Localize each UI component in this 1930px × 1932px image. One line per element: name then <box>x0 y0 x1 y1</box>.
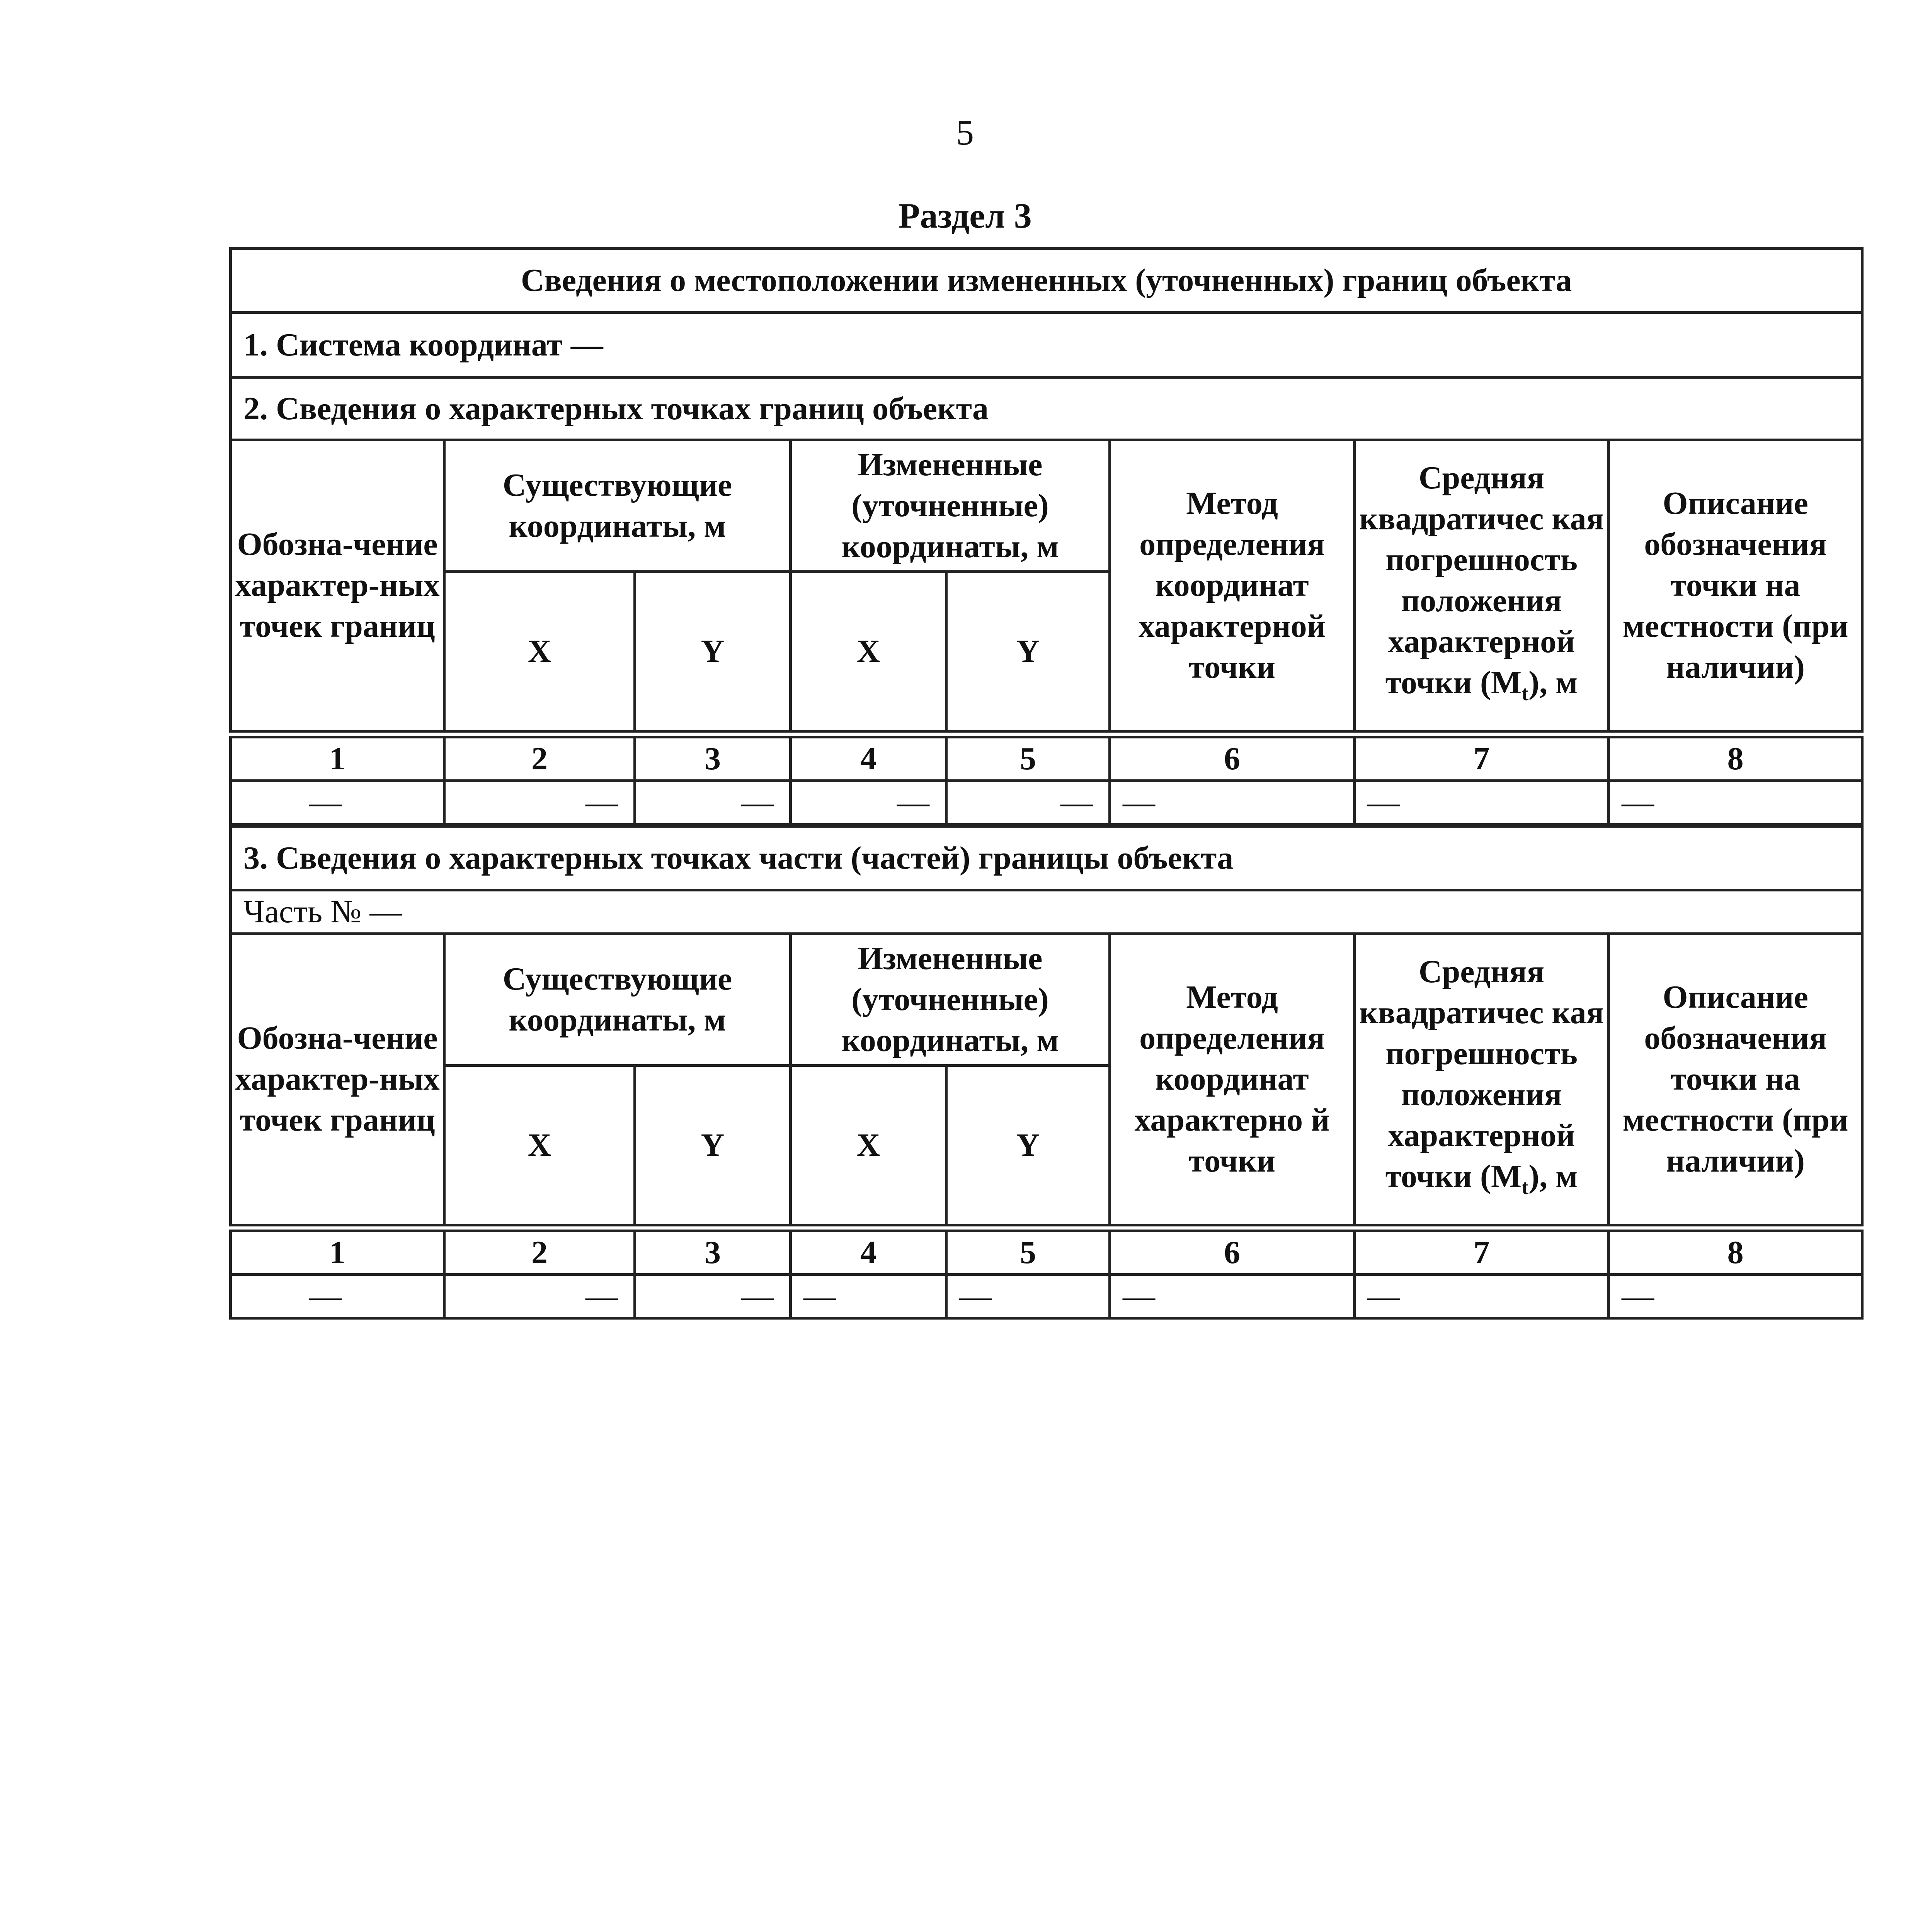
col-y-changed: Y <box>946 572 1110 734</box>
table-row <box>231 781 1862 824</box>
table1-title: Сведения о местоположении измененных (уточненных) границ объекта <box>231 249 1862 313</box>
table-cell: — <box>1110 781 1355 824</box>
col-error: Средняя квадратичес кая погрешность положения характерной точки $(M_t)$, м <box>1355 934 1609 1228</box>
col-changed-coords: Измененные (уточненные) координаты, м <box>791 934 1110 1066</box>
col-number: 4 <box>791 1228 946 1275</box>
table-cell: — <box>791 781 946 824</box>
col-x-changed: X <box>791 1066 946 1228</box>
col-x-existing: X <box>444 572 635 734</box>
table-cell: — <box>1609 1274 1862 1318</box>
table-cell: — <box>1609 781 1862 824</box>
col-y-changed: Y <box>946 1066 1110 1228</box>
col-description: Описание обозначения точки на местности (при наличии) <box>1609 440 1862 734</box>
table-cell: — <box>946 1274 1110 1318</box>
page-number: 5 <box>956 113 974 152</box>
col-number: 5 <box>946 734 1110 781</box>
table-cell: — <box>635 1274 791 1318</box>
col-y-existing: Y <box>635 572 791 734</box>
table-cell: — <box>444 781 635 824</box>
col-number: 8 <box>1609 734 1862 781</box>
col-number: 1 <box>231 734 444 781</box>
table-cell: — <box>1110 1274 1355 1318</box>
col-existing-coords: Существующие координаты, м <box>444 440 791 572</box>
col-number: 5 <box>946 1228 1110 1275</box>
col-point-designation: Обозна-чение характер-ных точек границ <box>231 934 444 1228</box>
col-number: 8 <box>1609 1228 1862 1275</box>
col-number: 4 <box>791 734 946 781</box>
col-y-existing: Y <box>635 1066 791 1228</box>
table-cell: — <box>231 781 444 824</box>
col-number: 3 <box>635 1228 791 1275</box>
table-cell: — <box>231 1274 444 1318</box>
table-cell: — <box>444 1274 635 1318</box>
col-number: 6 <box>1110 1228 1355 1275</box>
points-heading: 2. Сведения о характерных точках границ объекта <box>231 378 1862 440</box>
boundary-table <box>229 247 1861 826</box>
part-boundary-table <box>229 825 1861 1320</box>
col-number: 6 <box>1110 734 1355 781</box>
table-cell: — <box>1355 781 1609 824</box>
col-x-existing: X <box>444 1066 635 1228</box>
col-number: 2 <box>444 734 635 781</box>
coord-system: 1. Система координат — <box>231 313 1862 378</box>
col-method: Метод определения координат характерной точки <box>1110 440 1355 734</box>
part-number: Часть № — <box>231 890 1862 934</box>
table-row <box>231 1274 1862 1318</box>
col-number: 3 <box>635 734 791 781</box>
col-existing-coords: Существующие координаты, м <box>444 934 791 1066</box>
table-cell: — <box>791 1274 946 1318</box>
table-cell: — <box>1355 1274 1609 1318</box>
col-number: 2 <box>444 1228 635 1275</box>
col-x-changed: X <box>791 572 946 734</box>
table-cell: — <box>946 781 1110 824</box>
col-changed-coords: Измененные (уточненные) координаты, м <box>791 440 1110 572</box>
section-title: Раздел 3 <box>898 196 1032 235</box>
col-description: Описание обозначения точки на местности (при наличии) <box>1609 934 1862 1228</box>
col-number: 1 <box>231 1228 444 1275</box>
col-number: 7 <box>1355 734 1609 781</box>
col-error: Средняя квадратичес кая погрешность положения характерной точки $(M_t)$, м <box>1355 440 1609 734</box>
col-point-designation: Обозна-чение характер-ных точек границ <box>231 440 444 734</box>
table-cell: — <box>635 781 791 824</box>
part-points-heading: 3. Сведения о характерных точках части (частей) границы объекта <box>231 827 1862 890</box>
col-method: Метод определения координат характерно й точки <box>1110 934 1355 1228</box>
col-number: 7 <box>1355 1228 1609 1275</box>
